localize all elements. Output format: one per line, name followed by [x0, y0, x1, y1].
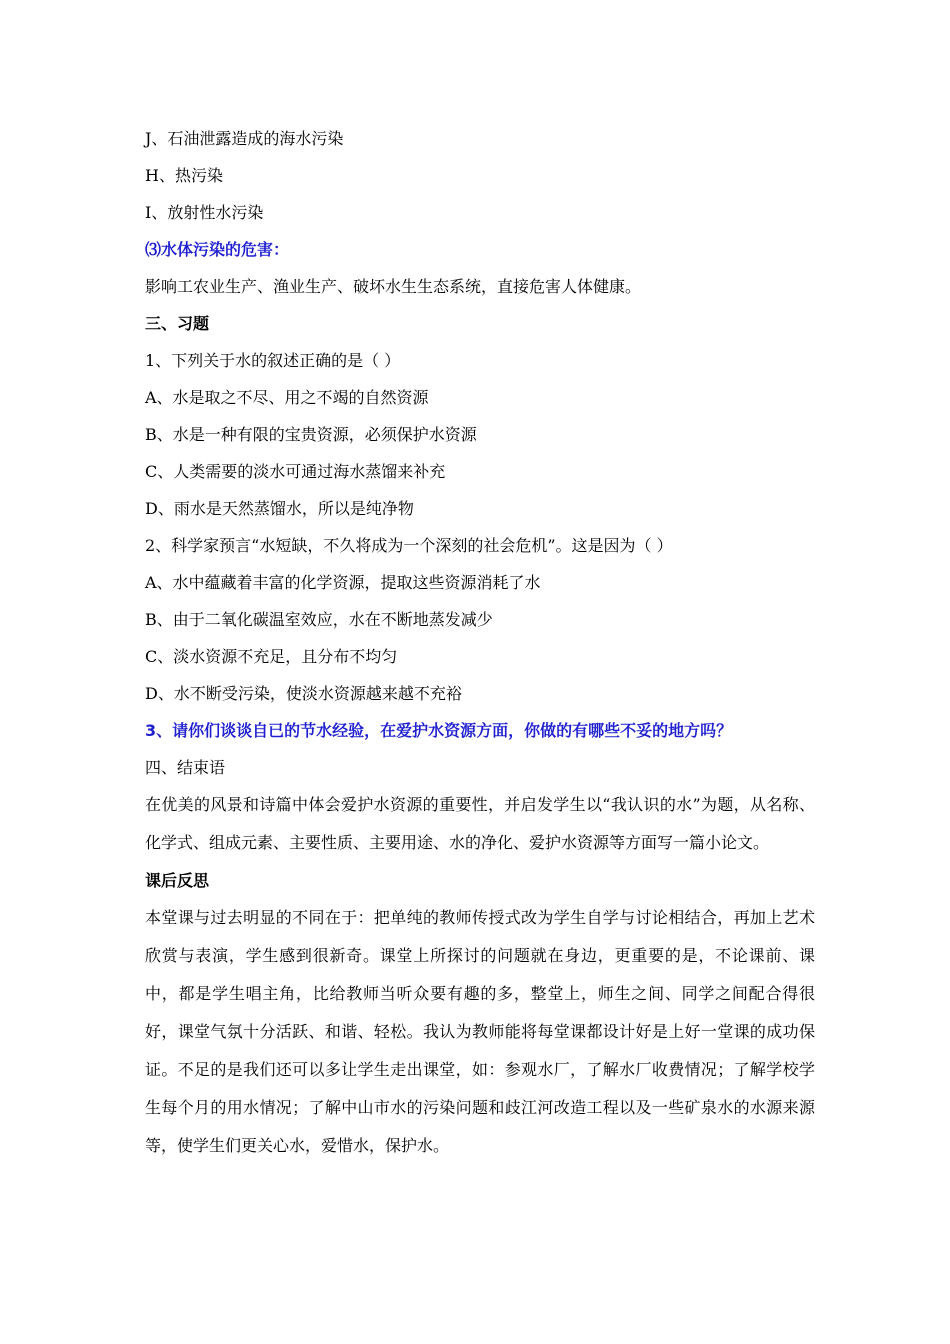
question-2-option-a: A、水中蕴藏着丰富的化学资源，提取这些资源消耗了水 — [145, 573, 541, 592]
pollution-type-h: H、热污染 — [145, 166, 223, 185]
exercise-heading: 三、习题 — [145, 314, 210, 333]
question-2-option-d: D、水不断受污染，使淡水资源越来越不充裕 — [145, 684, 462, 703]
document-page — [145, 120, 815, 1165]
question-1-option-c: C、人类需要的淡水可通过海水蒸馏来补充 — [145, 462, 446, 481]
pollution-type-j: J、石油泄露造成的海水污染 — [145, 129, 344, 148]
question-3: 3、请你们谈谈自已的节水经验，在爱护水资源方面，你做的有哪些不妥的地方吗？ — [145, 721, 733, 740]
question-2-option-c: C、淡水资源不充足，且分布不均匀 — [145, 647, 398, 666]
question-1-stem: 1、下列关于水的叙述正确的是（ ） — [145, 351, 401, 370]
reflection-heading: 课后反思 — [145, 871, 210, 890]
closing-heading: 四、结束语 — [145, 758, 226, 777]
harm-text: 影响工农业生产、渔业生产、破坏水生生态系统，直接危害人体健康。 — [145, 277, 642, 296]
question-1-option-a: A、水是取之不尽、用之不竭的自然资源 — [145, 388, 429, 407]
question-2-stem: 2、科学家预言“水短缺，不久将成为一个深刻的社会危机”。这是因为（ ） — [145, 536, 673, 555]
closing-text: 在优美的风景和诗篇中体会爱护水资源的重要性，并启发学生以“我认识的水”为题，从名称、化学式、组成元素、主要性质、主要用途、水的净化、爱护水资源等方面写一篇小论文。 — [145, 795, 815, 852]
question-2-option-b: B、由于二氧化碳温室效应，水在不断地蒸发减少 — [145, 610, 493, 629]
question-1-option-b: B、水是一种有限的宝贵资源，必须保护水资源 — [145, 425, 477, 444]
reflection-text: 本堂课与过去明显的不同在于：把单纯的教师传授式改为学生自学与讨论相结合，再加上艺术欣赏与表演，学生感到很新奇。课堂上所探讨的问题就在身边，更重要的是，不论课前、课中，都是学生唱主角，比给教师当听众要有趣的多，整堂上，师生之间、同学之间配合得很好，课堂气氛十分活跃、和谐、轻松。我认为教师能将每堂课都设计好是上好一堂课的成功保证。不足的是我们还可以多让学生走出课堂，如：参观水厂，了解水厂收费情况；了解学校学生每个月的用水情况；了解中山市水的污染问题和歧江河改造工程以及一些矿泉水的水源来源等，使学生们更关心水，爱惜水，保护水。 — [145, 908, 815, 1155]
section-heading-harm: ⑶水体污染的危害： — [145, 240, 290, 259]
question-1-option-d: D、雨水是天然蒸馏水，所以是纯净物 — [145, 499, 414, 518]
pollution-type-i: I、放射性水污染 — [145, 203, 264, 222]
